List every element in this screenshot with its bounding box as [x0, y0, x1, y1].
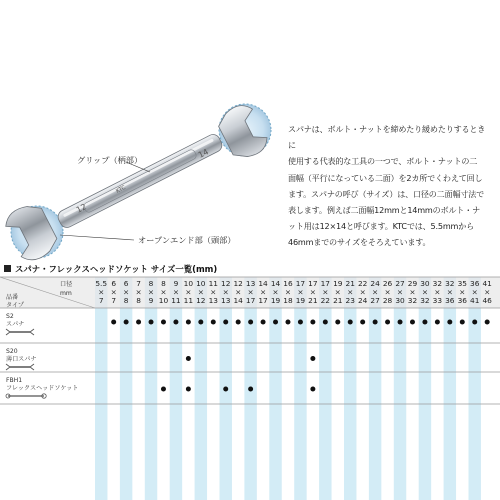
- size-label: 口径: [60, 281, 73, 288]
- description-line: スパナは、ボルト・ナットを締めたり緩めたりするときに: [288, 124, 486, 151]
- size-top-label: 17: [308, 279, 318, 288]
- size-top-label: 17: [320, 279, 331, 288]
- size-separator: ×: [98, 287, 105, 297]
- size-bottom-label: 11: [183, 296, 194, 305]
- availability-dot: [410, 320, 415, 325]
- size-separator: ×: [210, 287, 217, 297]
- size-bottom-label: 8: [136, 296, 141, 305]
- grip-callout: グリップ（柄部）: [77, 155, 143, 165]
- description-paragraph: [288, 121, 493, 251]
- size-top-label: 27: [395, 279, 405, 288]
- row-code-label: S20: [6, 348, 18, 355]
- size-bottom-label: 33: [432, 296, 443, 305]
- size-separator: ×: [160, 287, 167, 297]
- size-bottom-label: 32: [407, 296, 418, 305]
- size-bottom-label: 12: [196, 296, 206, 305]
- size-top-label: 17: [295, 279, 306, 288]
- size-separator: ×: [309, 287, 316, 297]
- size-separator: ×: [135, 287, 142, 297]
- size-bottom-label: 41: [470, 296, 480, 305]
- size-bottom-label: 32: [420, 296, 430, 305]
- size-top-label: 19: [333, 279, 343, 288]
- size-top-label: 8: [161, 279, 166, 288]
- size-separator: ×: [272, 287, 279, 297]
- size-separator: ×: [322, 287, 329, 297]
- row-code-label: S2: [6, 313, 14, 320]
- availability-dot: [248, 320, 253, 325]
- availability-dot: [111, 320, 116, 325]
- availability-dot: [211, 320, 216, 325]
- size-top-label: 16: [283, 279, 293, 288]
- size-bottom-label: 46: [482, 296, 492, 305]
- size-separator: ×: [434, 287, 441, 297]
- size-separator: ×: [396, 287, 404, 297]
- row-name-label: 薄口スパナ: [6, 356, 37, 363]
- size-top-label: 36: [470, 279, 480, 288]
- spanner-icon: [30, 329, 34, 335]
- thin-spanner-icon: [30, 364, 34, 370]
- size-top-label: 6: [123, 279, 129, 288]
- size-top-label: 14: [258, 279, 268, 288]
- spanner-icon: [6, 329, 10, 335]
- type-label: タイプ: [6, 302, 24, 309]
- size-separator: ×: [185, 287, 192, 297]
- availability-dot: [385, 320, 390, 325]
- size-top-label: 32: [445, 279, 455, 288]
- description-line: ット用は12×14と呼びます。KTCでは、5.5mmから: [288, 221, 474, 232]
- size-bottom-label: 28: [382, 296, 393, 305]
- size-bottom-label: 13: [221, 296, 231, 305]
- size-bottom-label: 8: [123, 296, 129, 305]
- size-bottom-label: 27: [370, 296, 380, 305]
- size-separator: ×: [409, 287, 416, 297]
- engrave-size-right: 14: [196, 147, 210, 160]
- size-bottom-label: 14: [233, 296, 243, 305]
- size-bottom-label: 19: [295, 296, 306, 305]
- row-name-label: スパナ: [6, 321, 25, 328]
- size-top-label: 6: [111, 279, 117, 288]
- size-bottom-label: 24: [357, 296, 368, 305]
- size-top-label: 30: [420, 279, 430, 288]
- availability-dot: [447, 320, 452, 325]
- size-top-label: 29: [407, 279, 418, 288]
- size-top-label: 35: [457, 279, 467, 288]
- size-bottom-label: 36: [457, 296, 467, 305]
- size-separator: ×: [471, 287, 478, 297]
- size-bottom-label: 17: [245, 296, 256, 305]
- availability-dot: [161, 320, 166, 325]
- engrave-size-left: 12: [74, 202, 88, 215]
- size-unit-label: mm: [60, 290, 72, 297]
- availability-dot: [186, 356, 191, 361]
- availability-dot: [298, 320, 303, 325]
- size-separator: ×: [172, 287, 180, 297]
- row-name-label: フレックスヘッドソケット: [6, 385, 79, 392]
- size-separator: ×: [372, 287, 379, 297]
- size-separator: ×: [297, 287, 304, 297]
- size-bottom-label: 30: [395, 296, 405, 305]
- availability-dot: [472, 320, 477, 325]
- availability-dot: [161, 387, 166, 392]
- size-top-label: 24: [370, 279, 380, 288]
- availability-dot: [310, 320, 315, 325]
- bullet-square-icon: [4, 265, 11, 272]
- size-bottom-label: 7: [111, 296, 117, 305]
- thin-spanner-icon: [6, 364, 10, 370]
- size-separator: ×: [359, 287, 366, 297]
- size-bottom-label: 18: [283, 296, 293, 305]
- description-line: 使用する代表的な工具の一つで、ボルト・ナットの二: [288, 156, 478, 167]
- size-top-label: 41: [482, 279, 492, 288]
- size-top-label: 22: [357, 279, 368, 288]
- availability-dot: [485, 320, 490, 325]
- availability-dot: [173, 320, 178, 325]
- size-top-label: 10: [183, 279, 194, 288]
- size-top-label: 8: [148, 279, 154, 288]
- size-bottom-label: 13: [208, 296, 218, 305]
- table-title-text: スパナ・フレックスヘッドソケット サイズ一覧(mm): [15, 264, 218, 274]
- size-bottom-label: 21: [308, 296, 318, 305]
- availability-dot: [285, 320, 290, 325]
- size-separator: ×: [284, 287, 292, 297]
- availability-dot: [149, 320, 154, 325]
- size-separator: ×: [123, 287, 130, 297]
- availability-dot: [310, 356, 315, 361]
- availability-dot: [323, 320, 328, 325]
- head-leader-line: [60, 235, 134, 240]
- description-line: 表します。例えば二面幅12mmと14mmのボルト・ナ: [288, 205, 480, 216]
- size-separator: ×: [484, 287, 491, 297]
- size-top-label: 21: [345, 279, 355, 288]
- availability-dot: [136, 320, 141, 325]
- size-bottom-label: 23: [345, 296, 355, 305]
- size-bottom-label: 19: [270, 296, 281, 305]
- availability-dot: [422, 320, 427, 325]
- description-line: 46mmまでのサイズをそろえています。: [288, 237, 431, 248]
- availability-dot: [124, 320, 129, 325]
- size-bottom-label: 10: [158, 296, 169, 305]
- size-top-label: 14: [270, 279, 281, 288]
- availability-dot: [360, 320, 365, 325]
- size-top-label: 9: [173, 279, 179, 288]
- availability-dot: [435, 320, 440, 325]
- size-bottom-label: 11: [171, 296, 181, 305]
- size-top-label: 11: [208, 279, 218, 288]
- size-top-label: 10: [196, 279, 206, 288]
- size-bottom-label: 9: [148, 296, 154, 305]
- availability-dot: [348, 320, 353, 325]
- size-separator: ×: [197, 287, 204, 297]
- availability-dot: [198, 320, 203, 325]
- engrave-brand: KTC: [115, 184, 127, 195]
- size-top-label: 5.5: [95, 279, 108, 288]
- size-separator: ×: [347, 287, 354, 297]
- size-separator: ×: [147, 287, 155, 297]
- size-separator: ×: [235, 287, 242, 297]
- size-bottom-label: 21: [333, 296, 343, 305]
- size-separator: ×: [446, 287, 453, 297]
- size-top-label: 13: [245, 279, 256, 288]
- description-line: 面幅（平行になっている二面）を2カ所でくわえて回し: [288, 172, 483, 183]
- availability-dot: [273, 320, 278, 325]
- availability-dot: [261, 320, 266, 325]
- availability-dot: [373, 320, 378, 325]
- size-top-label: 12: [221, 279, 231, 288]
- availability-dot: [248, 387, 253, 392]
- description-line: ます。スパナの呼び（サイズ）は、口径の二面幅寸法で: [288, 188, 485, 199]
- availability-dot: [236, 320, 241, 325]
- size-separator: ×: [421, 287, 429, 297]
- size-top-label: 7: [136, 279, 141, 288]
- size-bottom-label: 22: [320, 296, 331, 305]
- size-table: [0, 272, 500, 500]
- size-top-label: 32: [432, 279, 443, 288]
- size-separator: ×: [222, 287, 229, 297]
- product-label: 品番: [6, 294, 19, 301]
- availability-dot: [335, 320, 340, 325]
- head-callout: オープンエンド部（頭部）: [138, 235, 236, 245]
- size-separator: ×: [459, 287, 466, 297]
- size-top-label: 26: [382, 279, 393, 288]
- availability-dot: [398, 320, 403, 325]
- size-separator: ×: [384, 287, 391, 297]
- size-separator: ×: [334, 287, 341, 297]
- size-separator: ×: [259, 287, 267, 297]
- size-bottom-label: 17: [258, 296, 268, 305]
- availability-dot: [310, 387, 315, 392]
- availability-dot: [186, 387, 191, 392]
- size-separator: ×: [110, 287, 117, 297]
- availability-dot: [186, 320, 191, 325]
- size-bottom-label: 36: [445, 296, 455, 305]
- size-separator: ×: [247, 287, 254, 297]
- availability-dot: [223, 320, 228, 325]
- row-code-label: FBH1: [6, 377, 23, 384]
- size-bottom-label: 7: [98, 296, 104, 305]
- availability-dot: [460, 320, 465, 325]
- size-top-label: 12: [233, 279, 243, 288]
- availability-dot: [223, 387, 228, 392]
